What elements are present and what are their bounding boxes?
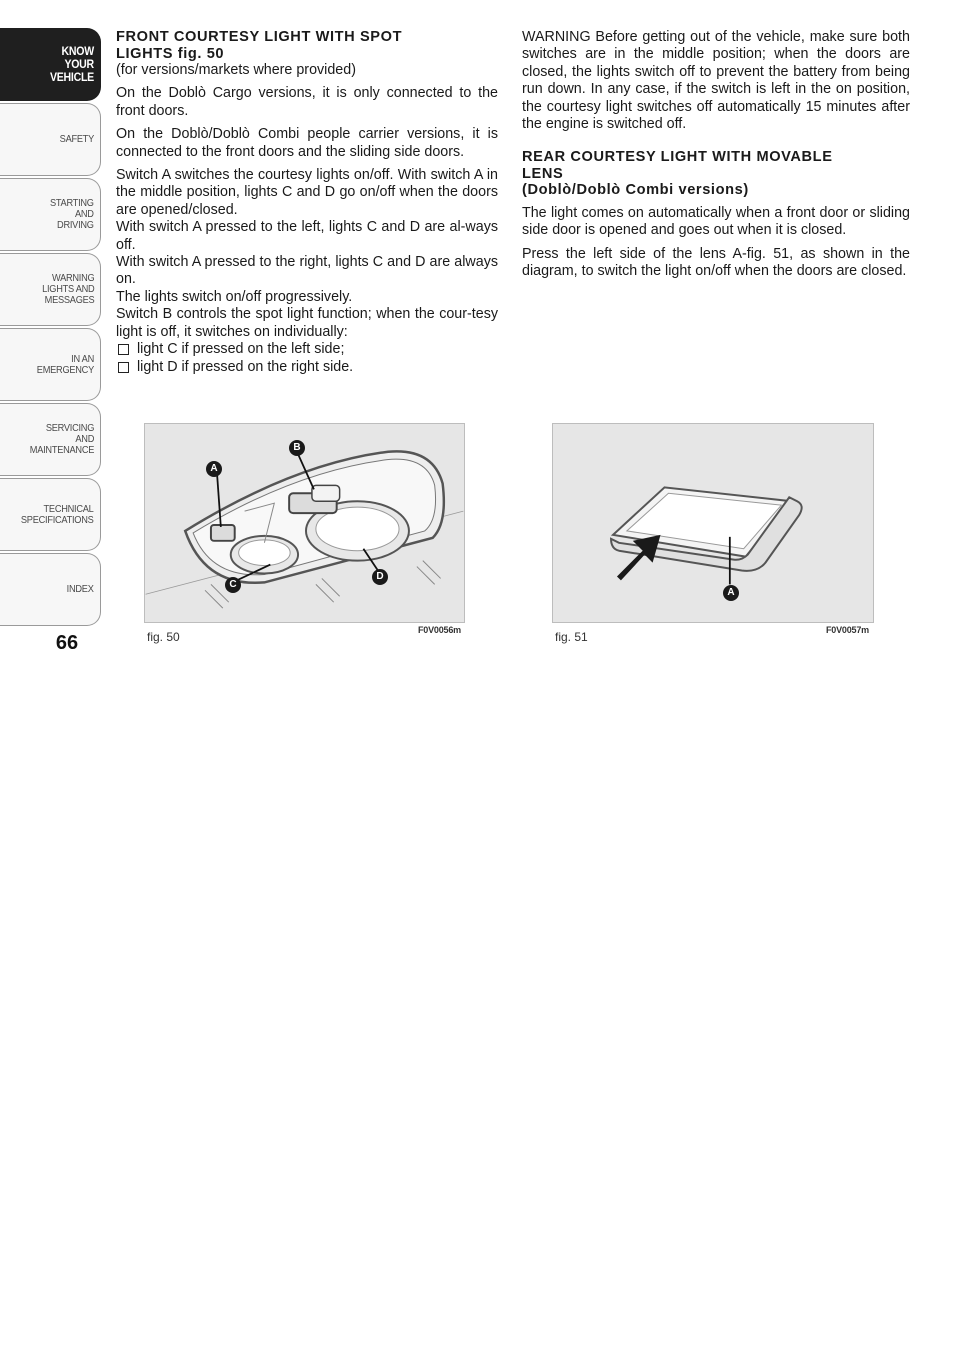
paragraph: With switch A pressed to the left, lights C and D are al-ways off. xyxy=(116,219,498,253)
checkbox-bullet-icon xyxy=(118,362,129,373)
list-item xyxy=(116,359,498,376)
list-item xyxy=(116,341,498,358)
tab-label: KNOW YOUR VEHICLE xyxy=(50,44,94,84)
tab-label: IN AN EMERGENCY xyxy=(36,352,94,376)
figure-code: F0V0057m xyxy=(826,625,869,635)
tab-label: WARNING LIGHTS AND MESSAGES xyxy=(41,272,94,306)
heading-line: REAR COURTESY LIGHT WITH MOVABLE xyxy=(522,149,833,166)
paragraph: The light comes on automatically when a front door or sliding side door is opened and goes out when it is closed. xyxy=(522,204,910,239)
figure-50 xyxy=(144,423,465,623)
tab-know-your-vehicle[interactable] xyxy=(0,28,101,101)
paragraph: Switch A switches the courtesy lights on/off. With switch A in the middle position, lights C and D go on/off when the doors are opened/closed. xyxy=(116,167,498,218)
paragraph: On the Doblò/Doblò Combi people carrier versions, it is connected to the front doors and the sliding side doors. xyxy=(116,126,498,160)
tab-starting-and-driving[interactable] xyxy=(0,178,101,251)
callout-d: D xyxy=(372,569,388,585)
callout-a: A xyxy=(206,461,222,477)
paragraph: On the Doblò Cargo versions, it is only connected to the front doors. xyxy=(116,85,498,119)
callout-a: A xyxy=(723,585,739,601)
front-courtesy-light-illustration xyxy=(145,424,464,622)
tab-technical-specifications[interactable] xyxy=(0,478,101,551)
tab-label: TECHNICAL SPECIFICATIONS xyxy=(21,502,94,526)
rear-courtesy-light-illustration xyxy=(553,424,873,622)
tab-safety[interactable] xyxy=(0,103,101,176)
figure-caption: fig. 50 xyxy=(147,630,180,644)
chapter-sidebar xyxy=(0,28,101,628)
heading-line: (Doblò/Doblò Combi versions) xyxy=(522,182,749,199)
heading-line: LIGHTS fig. 50 xyxy=(116,45,225,62)
heading-line: FRONT COURTESY LIGHT WITH SPOT xyxy=(116,29,403,45)
list-item-text: light C if pressed on the left side; xyxy=(137,341,345,358)
right-column xyxy=(522,29,910,287)
section-heading xyxy=(116,29,498,62)
paragraph: With switch A pressed to the right, lights C and D are always on. xyxy=(116,254,498,288)
callout-c: C xyxy=(225,577,241,593)
figure-caption: fig. 51 xyxy=(555,630,588,644)
paragraph: Press the left side of the lens A-fig. 51, as shown in the diagram, to switch the light on/off when the doors are closed. xyxy=(522,245,910,280)
tab-warning-lights[interactable] xyxy=(0,253,101,326)
tab-label: STARTING AND DRIVING xyxy=(50,197,94,231)
tab-label: SERVICING AND MAINTENANCE xyxy=(29,422,94,456)
tab-label: SAFETY xyxy=(59,133,94,145)
heading-line: LENS xyxy=(522,165,564,182)
page-number: 66 xyxy=(55,632,79,654)
list-item-text: light D if pressed on the right side. xyxy=(137,358,354,375)
figure-51 xyxy=(552,423,874,623)
section-subheading: (for versions/markets where provided) xyxy=(116,62,356,78)
warning-paragraph: WARNING Before getting out of the vehicle, make sure both switches are in the middle position; when the doors are closed, the lights switch off to prevent the battery from being run down. In any case, if the switch is left in the on position, the courtesy light switches off automatically 15 minutes after the engine is switched off. xyxy=(522,29,910,133)
section-heading xyxy=(522,149,910,199)
callout-b: B xyxy=(289,440,305,456)
paragraph: Switch B controls the spot light function; when the cour-tesy light is off, it switches on individually: xyxy=(116,306,498,340)
bullet-list xyxy=(116,341,498,376)
paragraph: The lights switch on/off progressively. xyxy=(116,288,353,305)
checkbox-bullet-icon xyxy=(118,344,129,355)
tab-label: INDEX xyxy=(67,583,94,595)
figure-code: F0V0056m xyxy=(418,625,461,635)
left-column xyxy=(116,29,498,376)
tab-servicing[interactable] xyxy=(0,403,101,476)
tab-index[interactable] xyxy=(0,553,101,626)
tab-in-an-emergency[interactable] xyxy=(0,328,101,401)
